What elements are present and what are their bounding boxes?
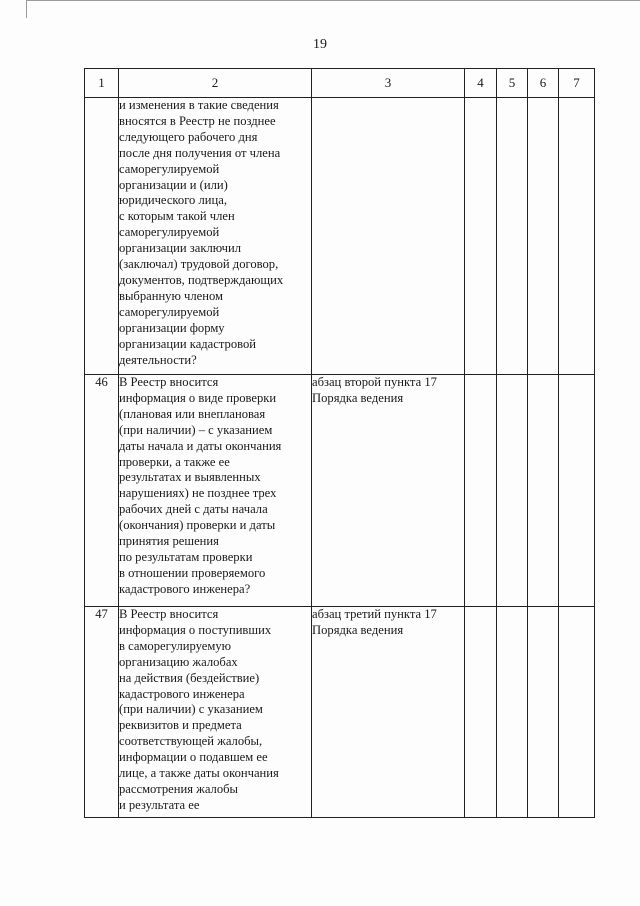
question-text-line: (при наличии) – с указанием: [119, 422, 273, 437]
question-text-line: информации о подавшем ее: [119, 750, 268, 765]
legal-reference-cell: [312, 607, 465, 818]
empty-cell: [497, 375, 528, 607]
question-cell: [119, 98, 312, 375]
empty-cell: [497, 607, 528, 818]
column-header: 5: [497, 69, 528, 98]
question-text-line: по результатам проверки: [119, 549, 253, 564]
table-row: [85, 98, 595, 375]
question-text-line: на действия (бездействие): [119, 670, 260, 685]
table-row: [85, 607, 595, 818]
table-row: [85, 375, 595, 607]
empty-cell: [528, 98, 559, 375]
empty-cell: [559, 607, 595, 818]
empty-cell: [528, 607, 559, 818]
question-text-line: нарушениях) не позднее трех: [119, 486, 277, 501]
column-header: 2: [119, 69, 312, 98]
row-number-cell: 47: [85, 607, 119, 818]
question-text-line: организации заключил: [119, 241, 242, 256]
question-text-line: (заключал) трудовой договор,: [119, 257, 279, 272]
question-text-line: реквизитов и предмета: [119, 718, 242, 733]
legal-reference-line: абзац второй пункта 17: [312, 375, 437, 389]
question-text-line: кадастрового инженера?: [119, 581, 251, 596]
question-text-line: результатах и выявленных: [119, 470, 261, 485]
column-header: 1: [85, 69, 119, 98]
scan-edge-top: [26, 0, 640, 1]
row-number-cell: [85, 98, 119, 375]
question-text-line: юридического лица,: [119, 193, 227, 208]
question-text-line: рабочих дней с даты начала: [119, 502, 268, 517]
question-text-line: вносятся в Реестр не позднее: [119, 113, 276, 128]
legal-reference-cell: [312, 98, 465, 375]
question-text-line: в саморегулируемую: [119, 638, 232, 653]
legal-reference-line: Порядка ведения: [312, 622, 404, 637]
question-cell: [119, 607, 312, 818]
empty-cell: [465, 375, 497, 607]
question-text-line: организацию жалобах: [119, 654, 238, 669]
question-text-line: с которым такой член: [119, 209, 235, 224]
column-header: 4: [465, 69, 497, 98]
question-text-line: организации форму: [119, 320, 225, 335]
column-header: 6: [528, 69, 559, 98]
question-text-line: лице, а также даты окончания: [119, 766, 279, 781]
row-number-cell: 46: [85, 375, 119, 607]
question-text-line: выбранную членом: [119, 288, 224, 303]
question-text-line: соответствующей жалобы,: [119, 734, 263, 749]
question-text-line: (окончания) проверки и даты: [119, 518, 276, 533]
question-text-line: деятельности?: [119, 352, 197, 367]
legal-reference-line: Порядка ведения: [312, 390, 404, 405]
question-text-line: саморегулируемой: [119, 225, 220, 240]
empty-cell: [465, 607, 497, 818]
question-text-line: (плановая или внеплановая: [119, 406, 266, 421]
question-text-line: принятия решения: [119, 534, 219, 549]
question-text-line: В Реестр вносится: [119, 375, 219, 389]
question-text-line: информация о поступивших: [119, 622, 272, 637]
column-header: 3: [312, 69, 465, 98]
question-text-line: следующего рабочего дня: [119, 129, 258, 144]
question-text-line: кадастрового инженера: [119, 686, 245, 701]
question-text-line: проверки, а также ее: [119, 454, 230, 469]
table-header-row: [85, 69, 595, 98]
empty-cell: [559, 375, 595, 607]
question-text-line: и результата ее: [119, 797, 200, 812]
question-text-line: В Реестр вносится: [119, 607, 219, 621]
empty-cell: [465, 98, 497, 375]
empty-cell: [497, 98, 528, 375]
empty-cell: [559, 98, 595, 375]
scan-edge-left: [26, 0, 27, 18]
question-text-line: информация о виде проверки: [119, 390, 277, 405]
question-text-line: саморегулируемой: [119, 161, 220, 176]
question-text-line: документов, подтверждающих: [119, 272, 284, 287]
question-text-line: организации кадастровой: [119, 336, 257, 351]
column-header: 7: [559, 69, 595, 98]
legal-reference-cell: [312, 375, 465, 607]
question-text-line: саморегулируемой: [119, 304, 220, 319]
question-text-line: (при наличии) с указанием: [119, 702, 263, 717]
checklist-table: [84, 68, 595, 818]
page-number: 19: [313, 37, 327, 52]
legal-reference-line: абзац третий пункта 17: [312, 607, 437, 621]
question-text-line: даты начала и даты окончания: [119, 438, 282, 453]
question-text-line: и изменения в такие сведения: [119, 98, 279, 112]
question-text-line: после дня получения от члена: [119, 145, 281, 160]
empty-cell: [528, 375, 559, 607]
question-text-line: рассмотрения жалобы: [119, 781, 238, 796]
question-text-line: в отношении проверяемого: [119, 565, 266, 580]
question-cell: [119, 375, 312, 607]
question-text-line: организации и (или): [119, 177, 228, 192]
